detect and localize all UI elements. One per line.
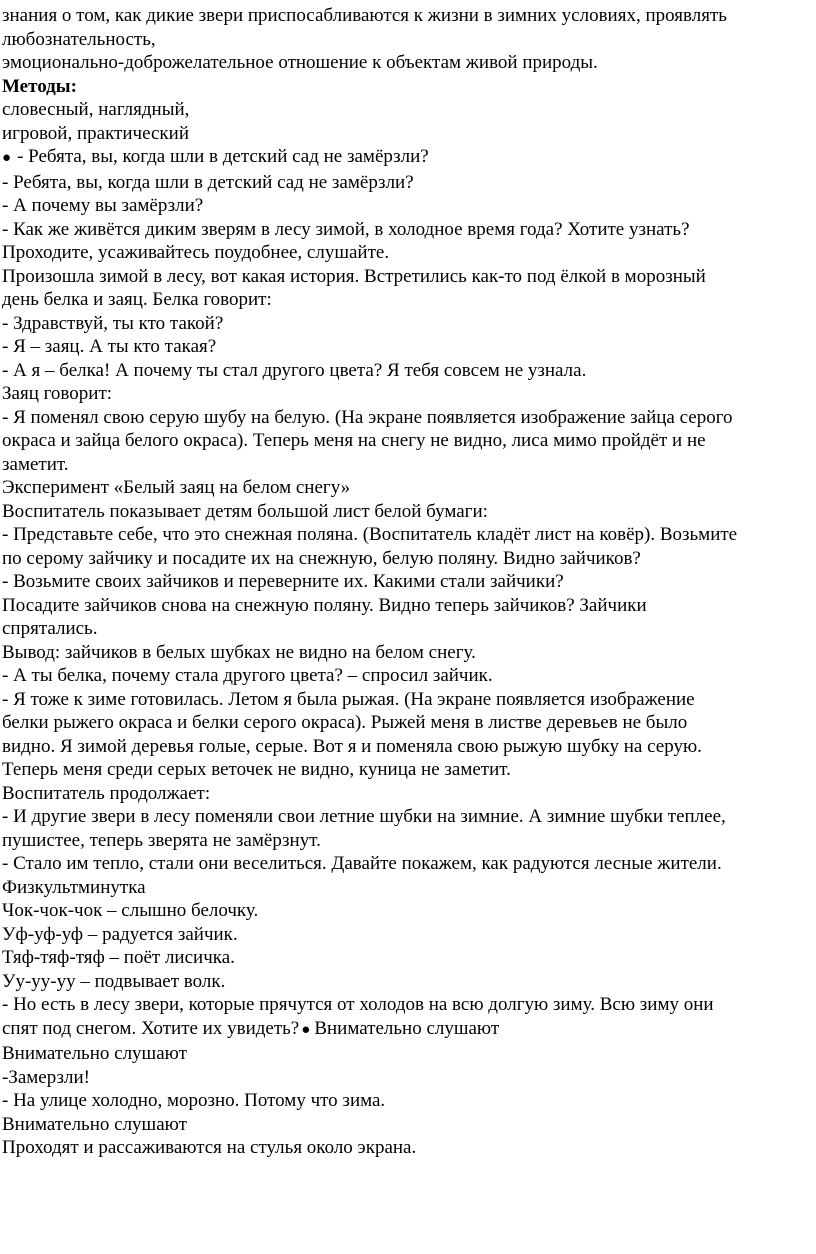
text-line: Тяф-тяф-тяф – поёт лисичка. bbox=[2, 947, 235, 968]
text-line: - Здравствуй, ты кто такой? bbox=[2, 312, 224, 334]
text-line: - Как же живётся диким зверям в лесу зимой, в холодное время года? Хотите узнать? bbox=[2, 218, 690, 240]
text-line: - Стало им тепло, стали они веселиться. Давайте покажем, как радуются лесные жители. bbox=[2, 853, 722, 874]
text-line: - Ребята, вы, когда шли в детский сад не замёрзли? bbox=[2, 171, 414, 193]
text-line: Внимательно слушают bbox=[2, 1113, 187, 1135]
bullet-icon: ● bbox=[301, 1021, 311, 1038]
text-line: - Я поменял свою серую шубу на белую. (На экране появляется изображение зайца серого bbox=[2, 406, 733, 428]
bullet-line-text: - Ребята, вы, когда шли в детский сад не замёрзли? bbox=[17, 146, 429, 167]
text-line: - Представьте себе, что это снежная поляна. (Воспитатель кладёт лист на ковёр). Возьмите bbox=[2, 524, 738, 545]
text-line: день белка и заяц. Белка говорит: bbox=[2, 289, 272, 310]
text-line: заметит. bbox=[2, 453, 69, 475]
text-line: видно. Я зимой деревья голые, серые. Вот я и поменяла свою рыжую шубку на серую. bbox=[2, 735, 702, 757]
text-line: Посадите зайчиков снова на снежную поляну. Видно теперь зайчиков? Зайчики bbox=[2, 594, 647, 616]
text-line: пушистее, теперь зверята не замёрзнут. bbox=[2, 829, 321, 851]
text-line-with-bullet bbox=[2, 1017, 812, 1043]
text-line: эмоционально-доброжелательное отношение к объектам живой природы. bbox=[2, 52, 598, 73]
methods-heading: Методы: bbox=[2, 75, 77, 97]
text-line: Вывод: зайчиков в белых шубках не видно на белом снегу. bbox=[2, 641, 476, 663]
text-line: - А ты белка, почему стала другого цвета? – спросил зайчик. bbox=[2, 665, 493, 686]
text-line-start: спят под снегом. Хотите их увидеть? bbox=[2, 1017, 300, 1039]
text-line: Уу-уу-уу – подвывает волк. bbox=[2, 970, 226, 992]
text-line: игровой, практический bbox=[2, 122, 189, 144]
text-line: спрятались. bbox=[2, 618, 98, 639]
text-line: - Я тоже к зиме готовилась. Летом я была рыжая. (На экране появляется изображение bbox=[2, 688, 695, 710]
text-line: Уф-уф-уф – радуется зайчик. bbox=[2, 923, 238, 945]
text-line: Внимательно слушают bbox=[2, 1043, 187, 1064]
text-line: Проходят и рассаживаются на стулья около экрана. bbox=[2, 1137, 417, 1158]
bullet-icon: ● bbox=[2, 150, 12, 166]
text-line: - А я – белка! А почему ты стал другого цвета? Я тебя совсем не узнала. bbox=[2, 359, 587, 381]
text-line: -Замерзли! bbox=[2, 1066, 90, 1088]
text-line: окраса и зайца белого окраса). Теперь меня на снегу не видно, лиса мимо пройдёт и не bbox=[2, 430, 706, 451]
text-line: Чок-чок-чок – слышно белочку. bbox=[2, 900, 259, 921]
text-line: Воспитатель продолжает: bbox=[2, 782, 211, 804]
text-line: Физкультминутка bbox=[2, 876, 146, 898]
text-line: - А почему вы замёрзли? bbox=[2, 195, 204, 216]
text-line: - На улице холодно, морозно. Потому что зима. bbox=[2, 1090, 386, 1111]
text-line-end: Внимательно слушают bbox=[314, 1017, 500, 1039]
text-line: белки рыжего окраса и белки серого окраса). Рыжей меня в листве деревьев не было bbox=[2, 712, 688, 733]
text-line: Проходите, усаживайтесь поудобнее, слушайте. bbox=[2, 242, 390, 263]
text-line: Воспитатель показывает детям большой лист белой бумаги: bbox=[2, 500, 488, 522]
text-line: Теперь меня среди серых веточек не видно, куница не заметит. bbox=[2, 759, 511, 780]
text-line: Эксперимент «Белый заяц на белом снегу» bbox=[2, 477, 351, 498]
text-line: по серому зайчику и посадите их на снежную, белую поляну. Видно зайчиков? bbox=[2, 547, 641, 569]
text-line: словесный, наглядный, bbox=[2, 99, 190, 120]
text-line: - И другие звери в лесу поменяли свои летние шубки на зимние. А зимние шубки теплее, bbox=[2, 806, 726, 827]
text-line: Произошла зимой в лесу, вот какая история. Встретились как-то под ёлкой в морозный bbox=[2, 265, 706, 287]
text-line: любознательность, bbox=[2, 28, 156, 50]
text-line: - Возьмите своих зайчиков и переверните их. Какими стали зайчики? bbox=[2, 571, 564, 592]
bullet-line bbox=[2, 145, 812, 171]
text-line: - Но есть в лесу звери, которые прячутся от холодов на всю долгую зиму. Всю зиму они bbox=[2, 994, 714, 1015]
text-line: - Я – заяц. А ты кто такая? bbox=[2, 336, 217, 357]
text-line: знания о том, как дикие звери приспосабливаются к жизни в зимних условиях, проявлять bbox=[2, 5, 727, 26]
text-line: Заяц говорит: bbox=[2, 383, 113, 404]
